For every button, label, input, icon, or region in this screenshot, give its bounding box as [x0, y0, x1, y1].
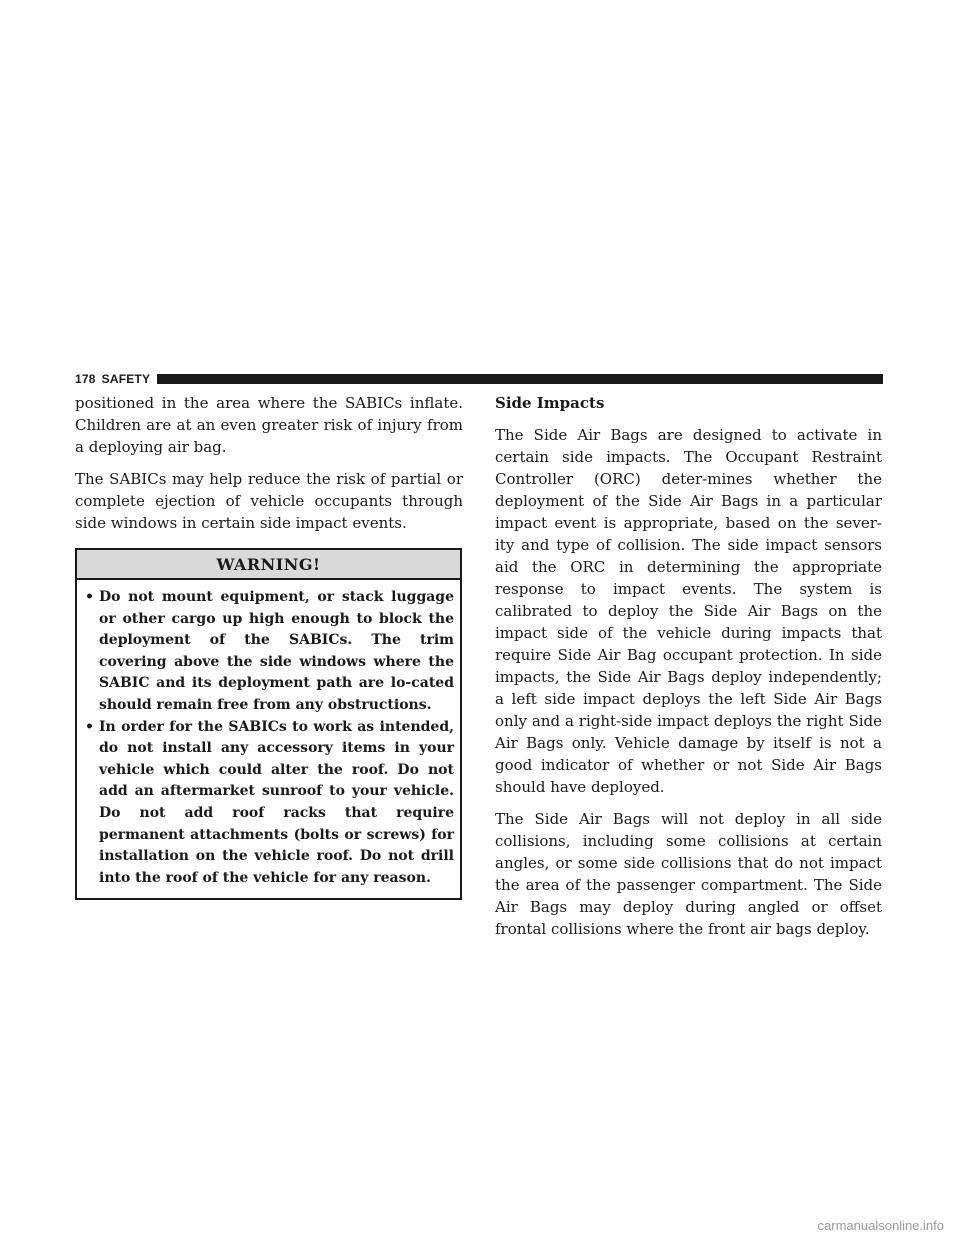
warning-item-text: In order for the SABICs to work as intended, do not install any accessory items in your vehicle which could alter the roof. Do not add an aftermarket sunroof to your vehicle. Do not add roof racks that require permanent attachments (bolts or screws) for installation on the vehicle roof. Do not drill into the roof of the vehicle for any reason. — [99, 718, 454, 886]
header-rule — [157, 374, 883, 384]
warning-item — [85, 717, 454, 890]
warning-item — [85, 587, 454, 717]
paragraph: The SABICs may help reduce the risk of partial or complete ejection of vehicle occupants through side windows in certain side impact events. — [75, 470, 463, 532]
section-title: SAFETY — [101, 372, 151, 386]
warning-body — [77, 580, 460, 898]
bullet-icon: • — [85, 718, 94, 735]
page-header — [75, 372, 883, 386]
left-column — [75, 392, 463, 900]
right-column — [495, 392, 882, 950]
page-number: 178 — [75, 372, 96, 386]
bullet-icon: • — [85, 589, 94, 605]
paragraph: The Side Air Bags are designed to activate in certain side impacts. The Occupant Restraint Controller (ORC) deter-mines whether the deployment of the Side Air Bags in a particular impact event is appropriate, based on the sever-ity and type of collision. The side impact sensors aid the ORC in determining the appropriate response to impact events. The system is calibrated to deploy the Side Air Bags on the impact side of the vehicle during impacts that require Side Air Bag occupant protection. In side impacts, the Side Air Bags deploy independently; a left side impact deploys the left Side Air Bags only and a right-side impact deploys the right Side Air Bags only. Vehicle damage by itself is not a good indicator of whether or not Side Air Bags should have deployed. — [495, 426, 882, 796]
warning-box — [75, 548, 462, 900]
warning-title: WARNING! — [77, 550, 460, 580]
section-heading: Side Impacts — [495, 394, 605, 412]
warning-item-text: Do not mount equipment, or stack luggage or other cargo up high enough to block the deployment of the SABICs. The trim covering above the side windows where the SABIC and its deployment path are lo-cated should remain free from any obstructions. — [99, 589, 454, 713]
paragraph: positioned in the area where the SABICs inflate. Children are at an even greater risk of injury from a deploying air bag. — [75, 394, 463, 456]
paragraph: The Side Air Bags will not deploy in all side collisions, including some collisions at certain angles, or some side collisions that do not impact the area of the passenger compartment. The Side Air Bags may deploy during angled or offset frontal collisions where the front air bags deploy. — [495, 810, 882, 938]
watermark: carmanualsonline.info — [817, 1218, 944, 1233]
